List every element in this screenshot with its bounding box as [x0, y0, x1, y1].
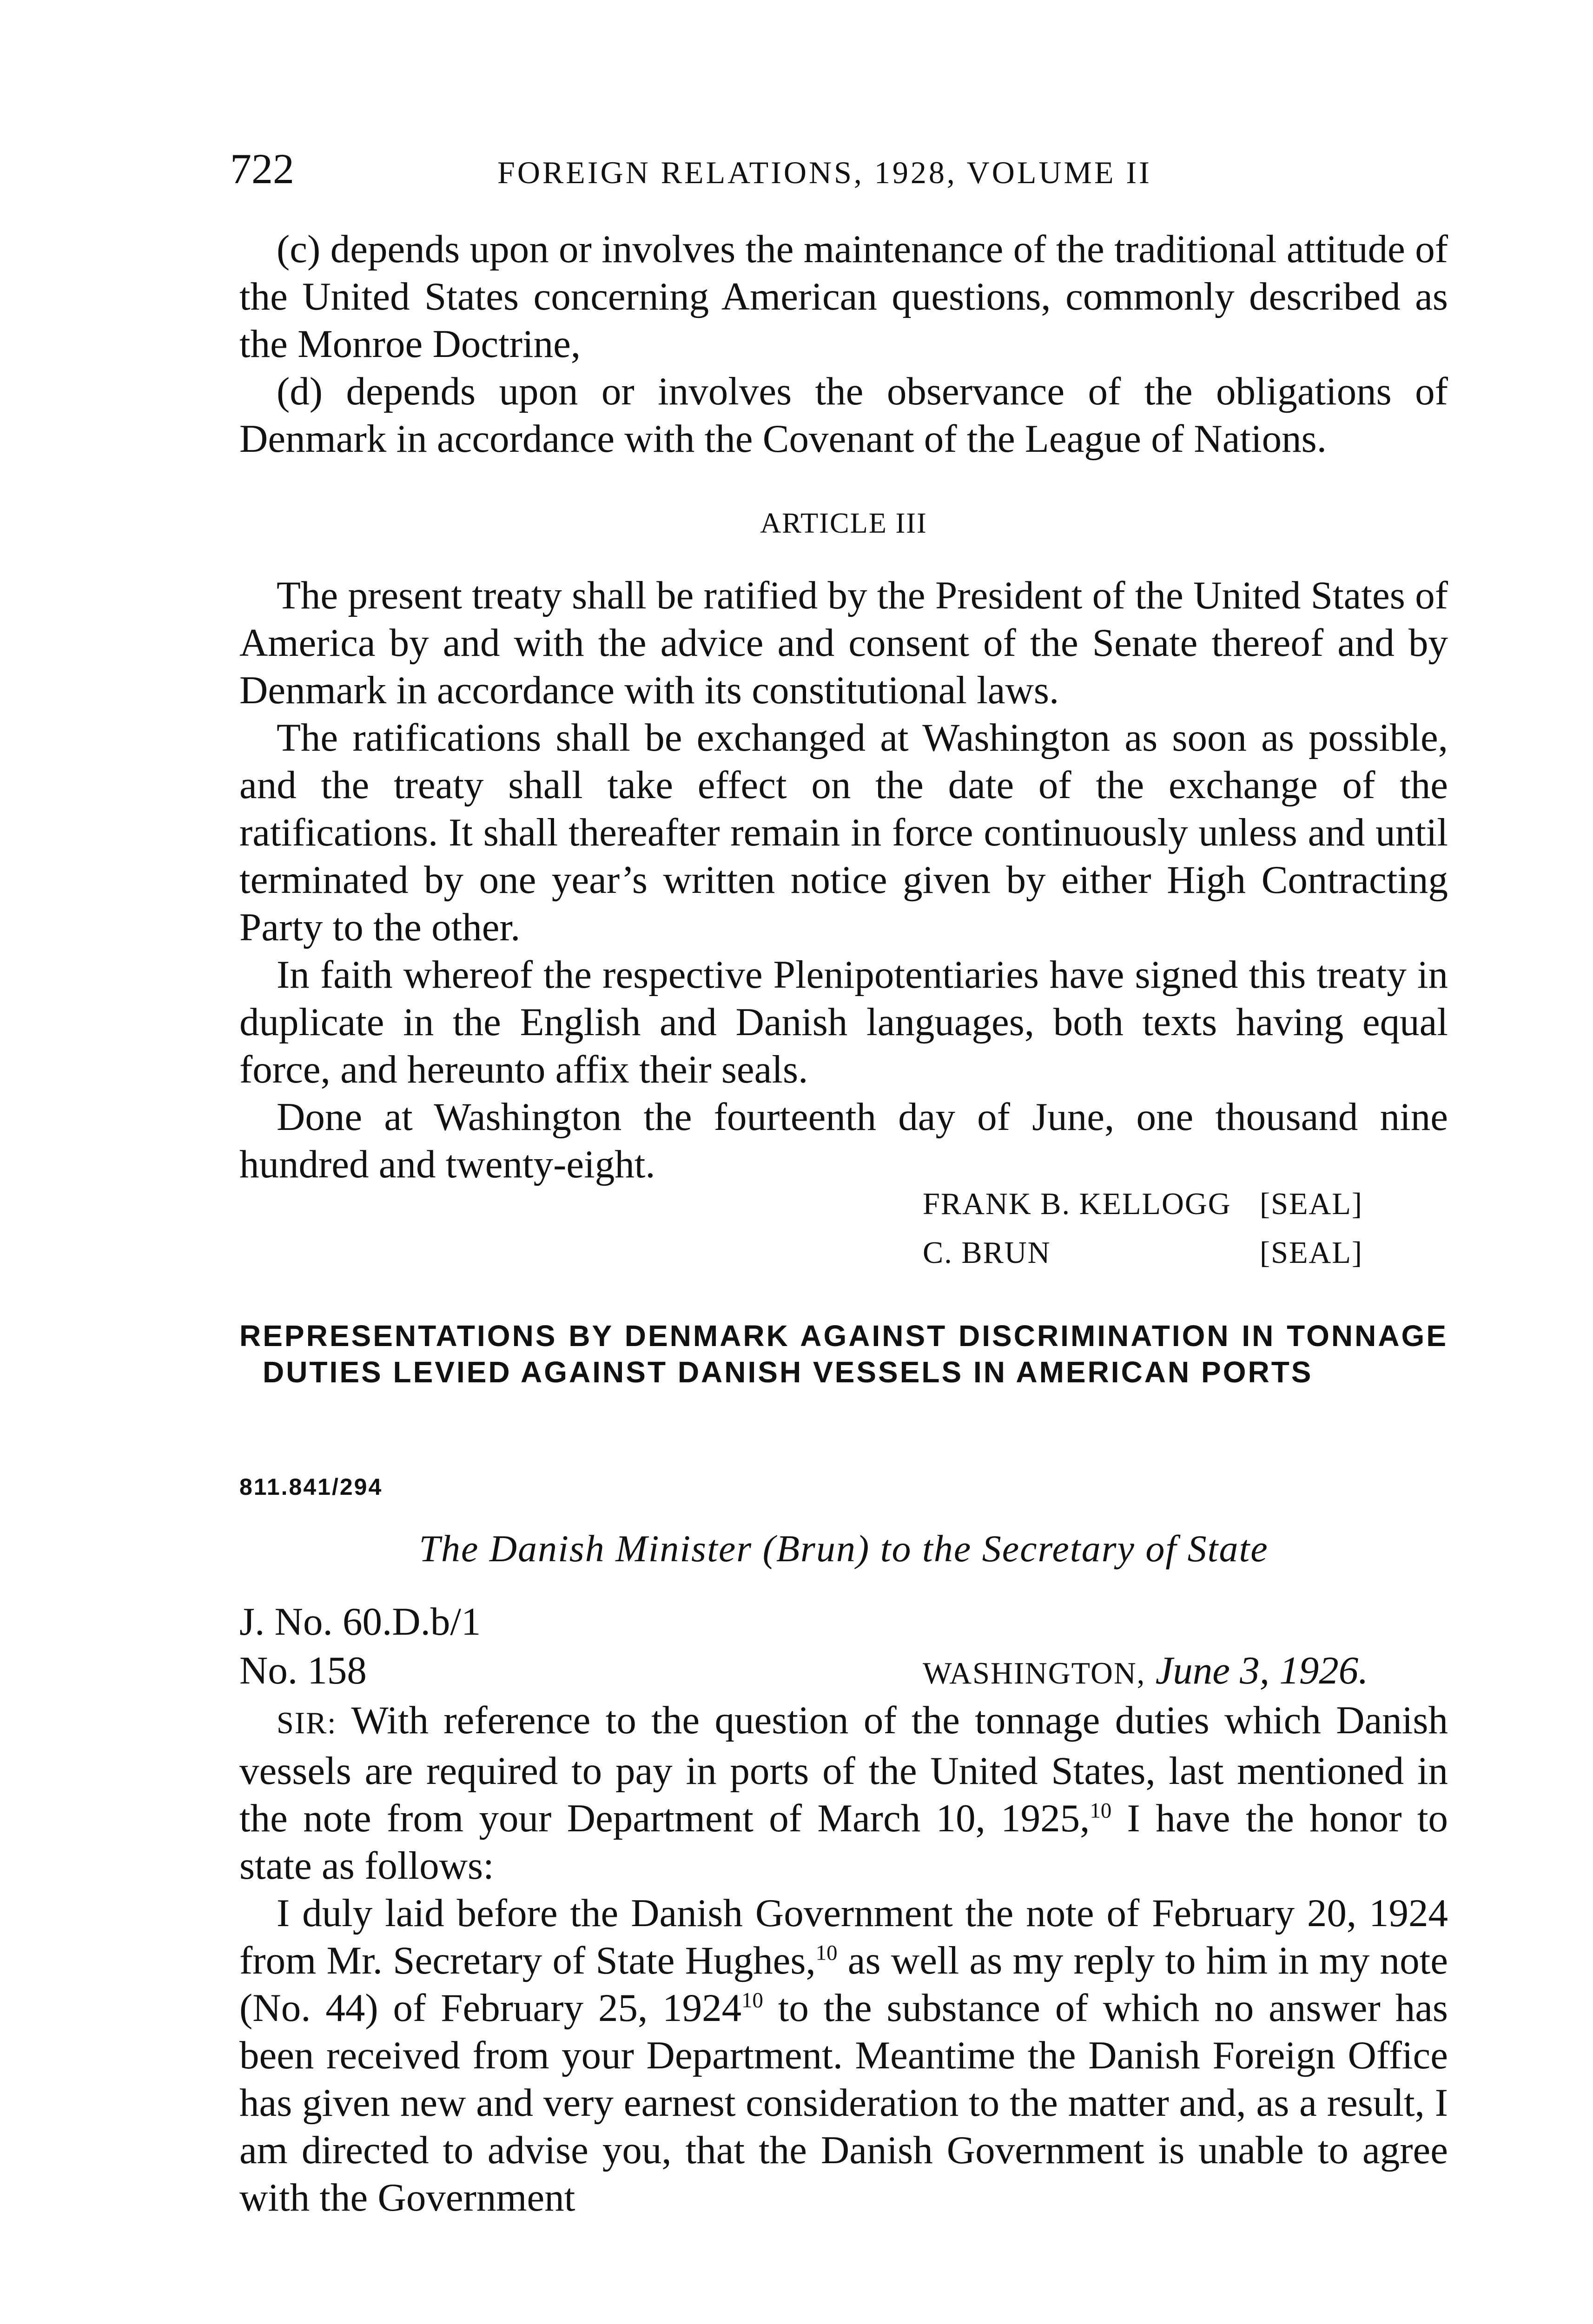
signature-kellogg: [923, 1178, 1231, 1224]
dateline-date: June 3, 1926.: [1155, 1649, 1368, 1692]
letter-number: No. 158: [239, 1649, 367, 1692]
footnote-ref: 10: [815, 1941, 838, 1965]
dateline: [923, 1648, 1368, 1693]
footnote-ref: 10: [1090, 1798, 1112, 1823]
article-heading: ARTICLE III: [760, 507, 927, 539]
dateline-place: WASHINGTON,: [923, 1657, 1146, 1690]
journal-number: J. No. 60.D.b/1: [239, 1600, 481, 1644]
article-paragraph: Done at Washington the fourteenth day of June, one thousand nine hundred and twenty-eight.: [239, 1095, 1448, 1186]
page-number: 722: [230, 145, 294, 192]
seal-brun: [SEAL]: [1260, 1236, 1363, 1270]
footnote-ref: 10: [741, 1988, 763, 2013]
seal-kellogg: [SEAL]: [1260, 1187, 1363, 1221]
salutation: SIR:: [277, 1706, 337, 1740]
letter-paragraph-2: I duly laid before the Danish Government the note of February 20, 1924 from Mr. Secretary of State Hughes,$^{10}$ as well as my reply to him in my note (No. 44) of February 25, 1924$^{10}$ to the substance of which no answer has been received from your Department. Meantime the Danish Foreign Office has given new and very earnest consideration to the matter and, as a result, I am directed to advise you, that the Danish Government is unable to agree with the Government: [239, 1891, 1448, 2219]
article-body: [239, 572, 1448, 1188]
running-title: FOREIGN RELATIONS, 1928, VOLUME II: [497, 155, 1152, 190]
article-paragraph: In faith whereof the respective Plenipotentiaries have signed this treaty in duplicate in the English and Danish languages, both texts having equal force, and hereunto affix their seals.: [239, 953, 1448, 1091]
section-heading: REPRESENTATIONS BY DENMARK AGAINST DISCRIMINATION IN TONNAGE DUTIES LEVIED AGAINST DANISH VESSELS IN AMERICAN PORTS: [239, 1319, 1448, 1389]
article-paragraph: The present treaty shall be ratified by the President of the United States of America by and with the advice and consent of the Senate thereof and by Denmark in accordance with its constitutional laws.: [239, 574, 1448, 712]
file-number: 811.841/294: [239, 1474, 383, 1500]
clause-d: (d) depends upon or involves the observance of the obligations of Denmark in accordance with the Covenant of the League of Nations.: [239, 370, 1448, 461]
clause-c: (c) depends upon or involves the maintenance of the traditional attitude of the United States concerning American questions, commonly described as the Monroe Doctrine,: [239, 227, 1448, 366]
letter-body: [239, 1697, 1448, 2221]
letter-paragraph-1: SIR: With reference to the question of the tonnage duties which Danish vessels are required to pay in ports of the United States, last mentioned in the note from your Department of March 10, 1925,10 I have the honor to state as follows:: [239, 1698, 1448, 1888]
clauses-block: [239, 225, 1448, 462]
signature-brun: [923, 1227, 1051, 1273]
signatory-name: FRANK B. KELLOGG: [923, 1187, 1231, 1221]
document-title: The Danish Minister (Brun) to the Secretary of State: [419, 1527, 1269, 1570]
signatory-name: C. BRUN: [923, 1236, 1051, 1270]
article-paragraph: The ratifications shall be exchanged at Washington as soon as possible, and the treaty shall take effect on the date of the exchange of the ratifications. It shall thereafter remain in force continuously unless and until terminated by one year’s written notice given by either High Contracting Party to the other.: [239, 716, 1448, 949]
